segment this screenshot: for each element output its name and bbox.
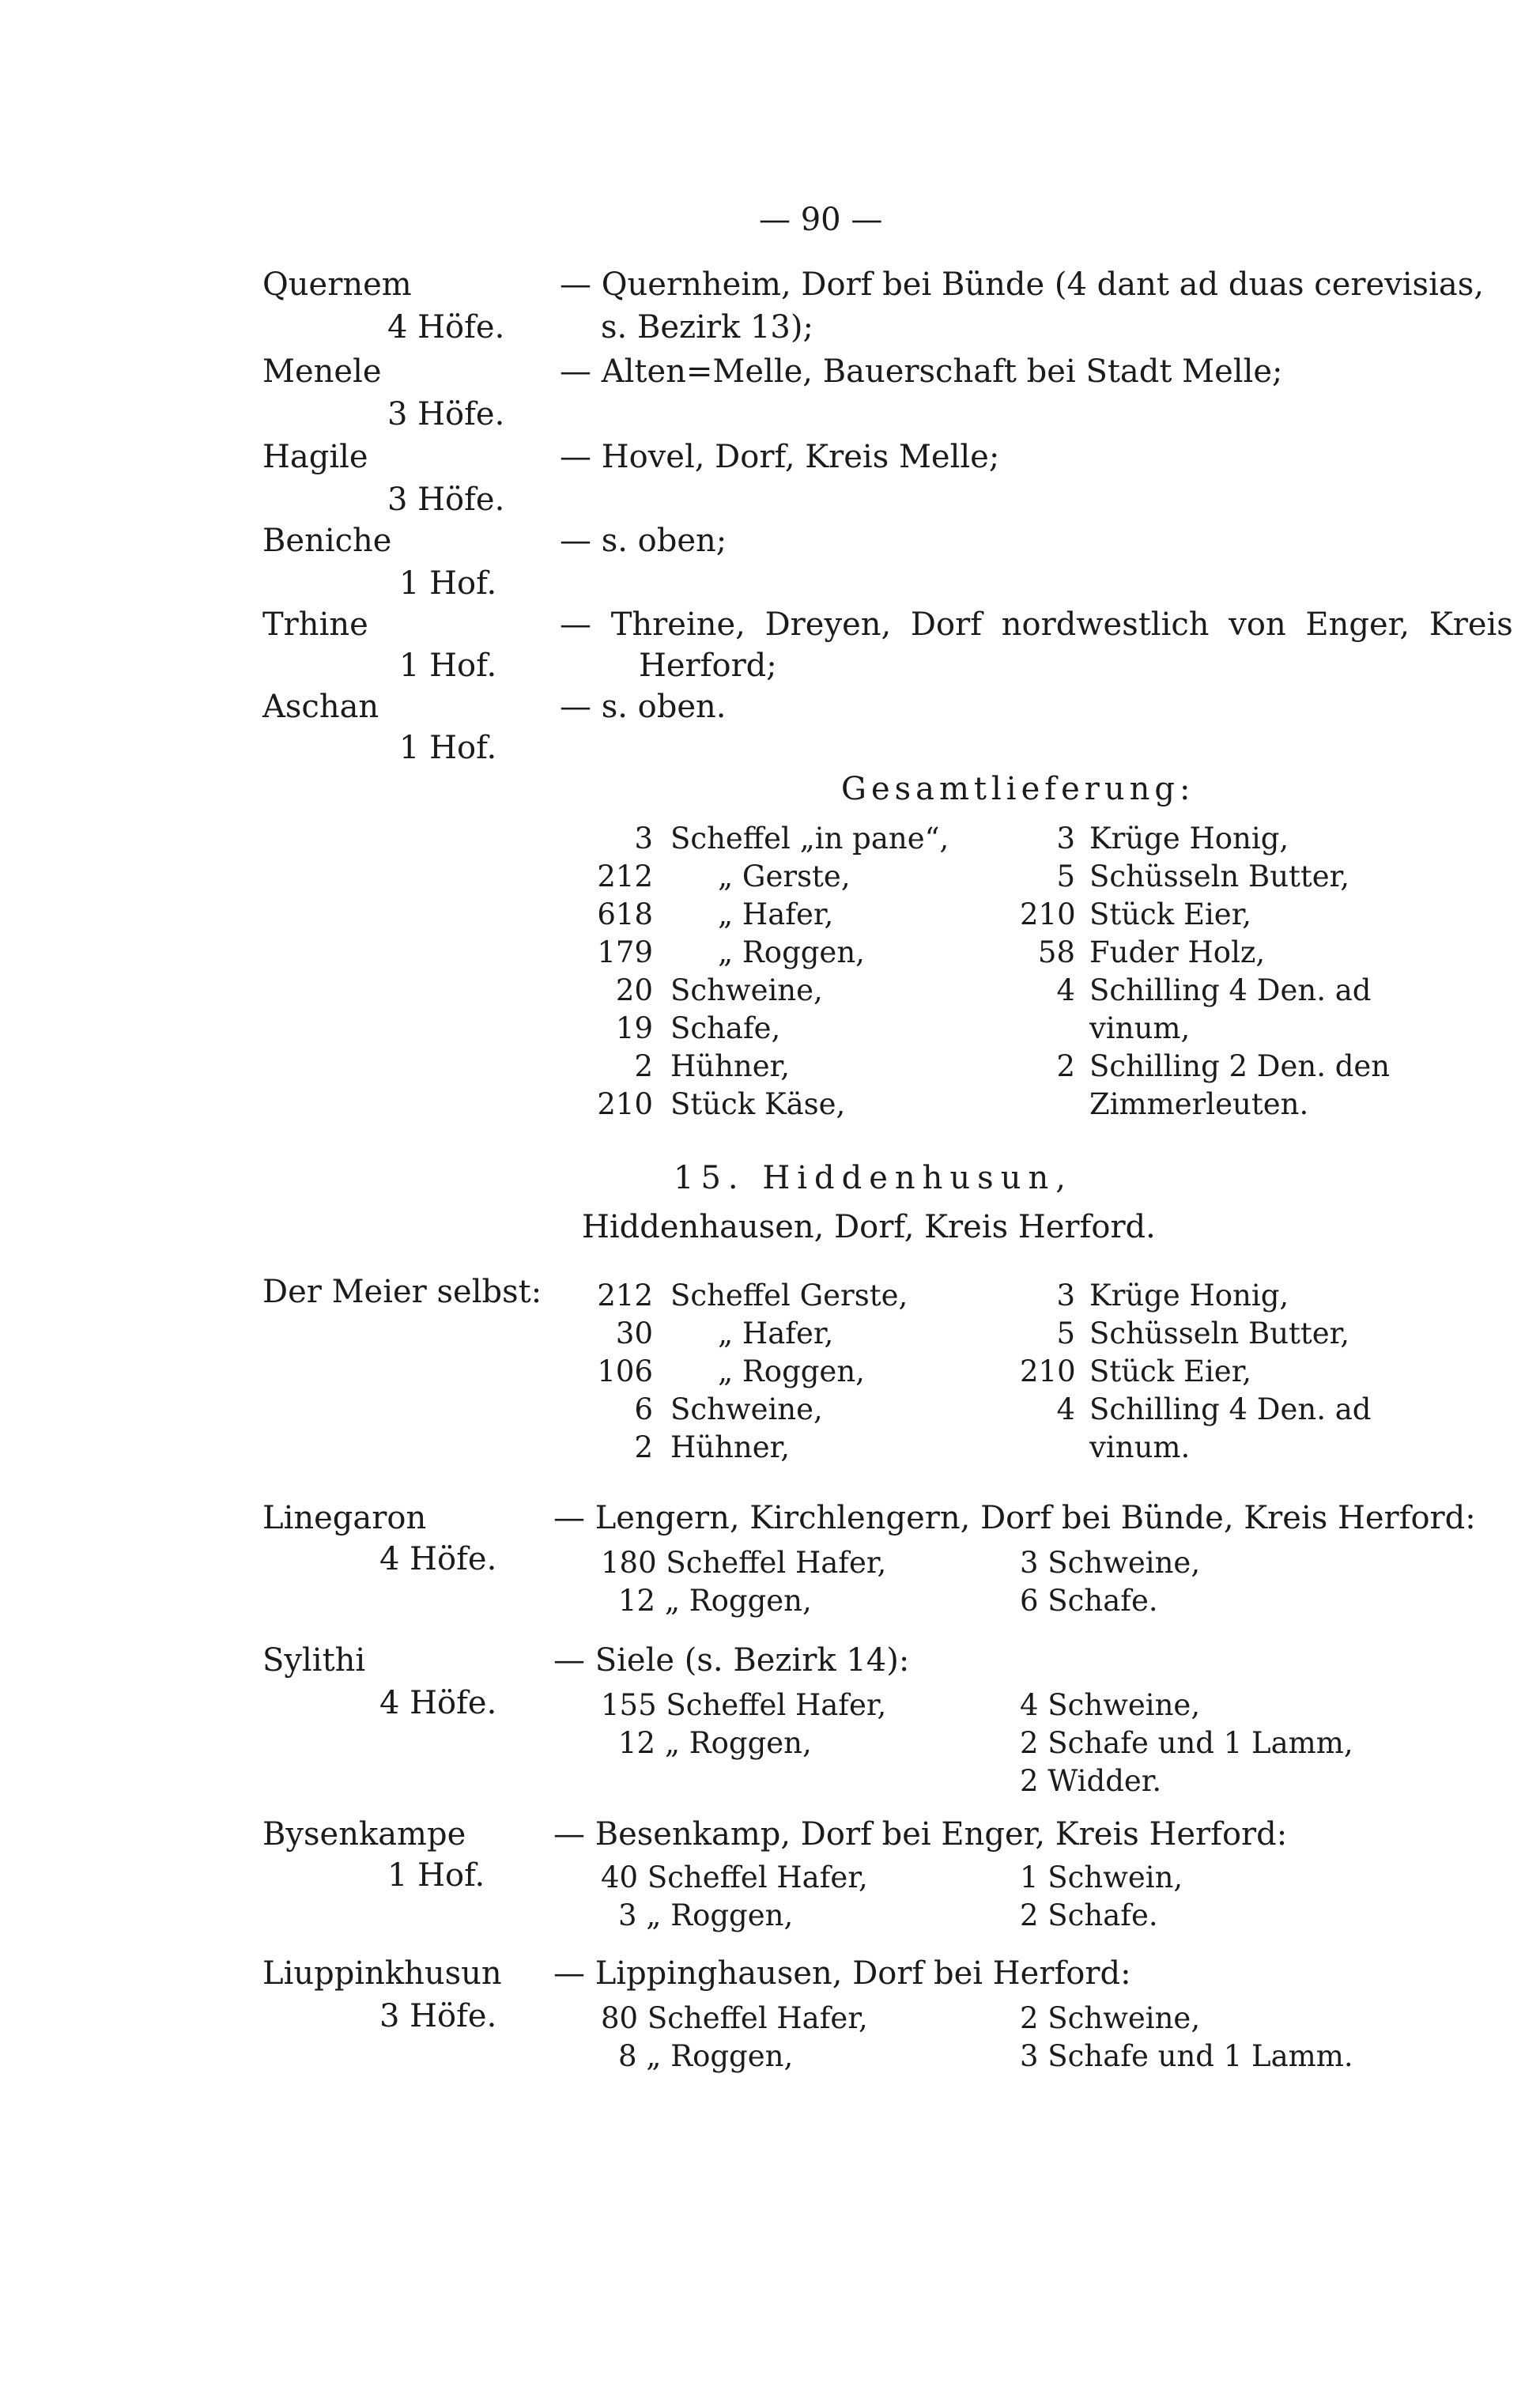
item: Schafe, bbox=[670, 1011, 781, 1045]
delivery-left: 12 „ Roggen, bbox=[618, 1584, 812, 1618]
item: Schilling 2 Den. den bbox=[1089, 1049, 1391, 1083]
item: „ Hafer, bbox=[718, 897, 834, 931]
quantity: 210 bbox=[1020, 1354, 1076, 1388]
quantity: 3 bbox=[634, 822, 653, 856]
item: Schüsseln Butter, bbox=[1089, 1316, 1350, 1350]
item: Zimmerleuten. bbox=[1089, 1087, 1309, 1121]
item: Schilling 4 Den. ad bbox=[1089, 1392, 1372, 1426]
place-description: — Hovel, Dorf, Kreis Melle; bbox=[560, 439, 1000, 475]
quantity: 179 bbox=[597, 935, 653, 969]
quantity: 212 bbox=[597, 859, 653, 893]
delivery-left: 40 Scheffel Hafer, bbox=[601, 1860, 868, 1894]
item: Krüge Honig, bbox=[1089, 1279, 1289, 1313]
delivery-left: 80 Scheffel Hafer, bbox=[601, 2001, 868, 2035]
delivery-right: 3 Schafe und 1 Lamm. bbox=[1020, 2039, 1353, 2073]
delivery-right: 2 Widder. bbox=[1020, 1764, 1162, 1798]
item: vinum, bbox=[1089, 1011, 1191, 1045]
place-description: — Quernheim, Dorf bei Bünde (4 dant ad duas cerevisias, bbox=[560, 266, 1484, 303]
delivery-right: 2 Schafe und 1 Lamm, bbox=[1020, 1726, 1353, 1760]
place-description: — Lengern, Kirchlengern, Dorf bei Bünde, Kreis Herford: bbox=[553, 1500, 1476, 1536]
section-title: 15. Hiddenhusun, bbox=[674, 1160, 1073, 1196]
quantity: 3 bbox=[1056, 822, 1075, 856]
delivery-right: 6 Schafe. bbox=[1020, 1584, 1158, 1618]
item: Fuder Holz, bbox=[1089, 935, 1266, 969]
item: Schüsseln Butter, bbox=[1089, 859, 1350, 893]
place-name: Sylithi bbox=[262, 1642, 366, 1679]
place-name: Beniche bbox=[262, 523, 392, 559]
farm-count: 3 Höfe. bbox=[387, 482, 505, 518]
quantity: 4 bbox=[1056, 973, 1075, 1007]
item: „ Roggen, bbox=[718, 935, 865, 969]
farm-count: 1 Hof. bbox=[399, 730, 497, 766]
delivery-right: 3 Schweine, bbox=[1020, 1546, 1201, 1580]
place-description-cont: s. Bezirk 13); bbox=[601, 309, 813, 346]
delivery-left: 8 „ Roggen, bbox=[618, 2039, 794, 2073]
item: „ Hafer, bbox=[718, 1316, 834, 1350]
farm-count: 3 Höfe. bbox=[387, 396, 505, 432]
place-description: — Lippinghausen, Dorf bei Herford: bbox=[553, 1955, 1131, 1992]
place-name: Aschan bbox=[262, 689, 379, 725]
quantity: 210 bbox=[1020, 897, 1076, 931]
farm-count: 3 Höfe. bbox=[379, 1998, 497, 2034]
item: Krüge Honig, bbox=[1089, 822, 1289, 856]
quantity: 20 bbox=[615, 973, 653, 1007]
farm-count: 1 Hof. bbox=[399, 565, 497, 602]
quantity: 58 bbox=[1037, 935, 1075, 969]
place-description: — s. oben; bbox=[560, 523, 727, 559]
place-name: Trhine bbox=[262, 606, 368, 643]
farm-count: 4 Höfe. bbox=[379, 1541, 497, 1577]
delivery-right: 2 Schafe. bbox=[1020, 1898, 1158, 1932]
farm-count: 4 Höfe. bbox=[379, 1685, 497, 1721]
place-description: — Alten=Melle, Bauerschaft bei Stadt Melle; bbox=[560, 353, 1283, 390]
place-description: — Siele (s. Bezirk 14): bbox=[553, 1642, 910, 1679]
farm-count: 1 Hof. bbox=[399, 648, 497, 684]
quantity: 2 bbox=[1056, 1049, 1075, 1083]
delivery-left: 12 „ Roggen, bbox=[618, 1726, 812, 1760]
quantity: 30 bbox=[615, 1316, 653, 1350]
place-name: Hagile bbox=[262, 439, 368, 475]
farm-count: 1 Hof. bbox=[387, 1857, 485, 1894]
item: Scheffel „in pane“, bbox=[670, 822, 949, 856]
quantity: 6 bbox=[634, 1392, 653, 1426]
item: Schweine, bbox=[670, 973, 823, 1007]
place-name: Linegaron bbox=[262, 1500, 427, 1536]
quantity: 212 bbox=[597, 1279, 653, 1313]
quantity: 5 bbox=[1056, 1316, 1075, 1350]
quantity: 2 bbox=[634, 1049, 653, 1083]
item: Stück Eier, bbox=[1089, 897, 1252, 931]
place-description: — s. oben. bbox=[560, 689, 727, 725]
item: vinum. bbox=[1089, 1430, 1191, 1464]
place-description: — Besenkamp, Dorf bei Enger, Kreis Herford: bbox=[553, 1816, 1288, 1853]
quantity: 19 bbox=[615, 1011, 653, 1045]
delivery-left: 155 Scheffel Hafer, bbox=[601, 1688, 887, 1722]
item: Stück Eier, bbox=[1089, 1354, 1252, 1388]
item: Schweine, bbox=[670, 1392, 823, 1426]
gesamtlieferung-heading: Gesamtlieferung: bbox=[841, 771, 1195, 807]
meier-label: Der Meier selbst: bbox=[262, 1274, 542, 1310]
item: Hühner, bbox=[670, 1049, 791, 1083]
place-name: Quernem bbox=[262, 266, 412, 303]
item: Scheffel Gerste, bbox=[670, 1279, 908, 1313]
item: „ Roggen, bbox=[718, 1354, 865, 1388]
quantity: 4 bbox=[1056, 1392, 1075, 1426]
page-number: — 90 — bbox=[759, 202, 883, 238]
quantity: 618 bbox=[597, 897, 653, 931]
place-description: — Threine, Dreyen, Dorf nordwestlich von Enger, Kreis bbox=[560, 606, 1513, 643]
delivery-left: 3 „ Roggen, bbox=[618, 1898, 794, 1932]
place-description-cont: Herford; bbox=[639, 648, 777, 684]
quantity: 3 bbox=[1056, 1279, 1075, 1313]
quantity: 106 bbox=[597, 1354, 653, 1388]
item: „ Gerste, bbox=[718, 859, 851, 893]
quantity: 210 bbox=[597, 1087, 653, 1121]
place-name: Liuppinkhusun bbox=[262, 1955, 502, 1992]
delivery-left: 180 Scheffel Hafer, bbox=[601, 1546, 887, 1580]
item: Stück Käse, bbox=[670, 1087, 846, 1121]
section-subtitle: Hiddenhausen, Dorf, Kreis Herford. bbox=[582, 1209, 1156, 1245]
item: Schilling 4 Den. ad bbox=[1089, 973, 1372, 1007]
quantity: 2 bbox=[634, 1430, 653, 1464]
item: Hühner, bbox=[670, 1430, 791, 1464]
farm-count: 4 Höfe. bbox=[387, 309, 505, 346]
place-name: Menele bbox=[262, 353, 382, 390]
delivery-right: 1 Schwein, bbox=[1020, 1860, 1183, 1894]
place-name: Bysenkampe bbox=[262, 1816, 466, 1853]
delivery-right: 2 Schweine, bbox=[1020, 2001, 1201, 2035]
delivery-right: 4 Schweine, bbox=[1020, 1688, 1201, 1722]
quantity: 5 bbox=[1056, 859, 1075, 893]
